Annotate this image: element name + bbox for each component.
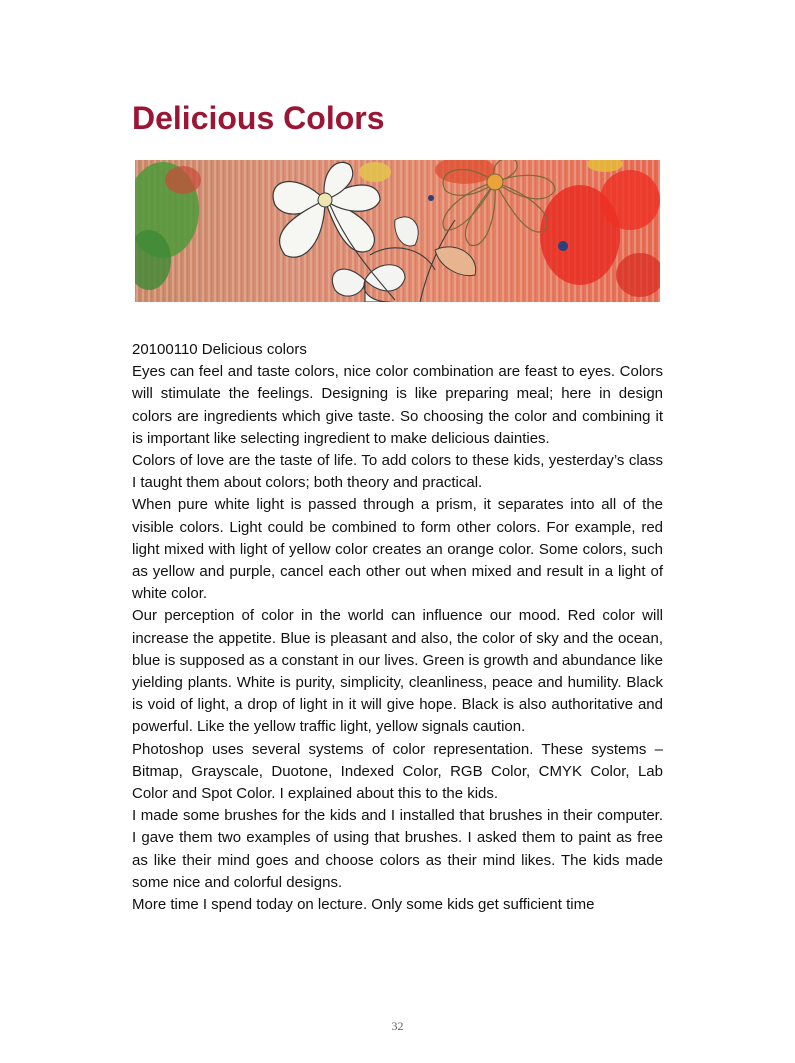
page-title: Delicious Colors	[132, 100, 385, 136]
banner-image	[135, 160, 660, 302]
page-number: 32	[391, 1019, 404, 1033]
date-line: 20100110 Delicious colors	[132, 341, 307, 358]
paragraph: Colors of love are the taste of life. To add colors to these kids, yesterday’s class I taught them about colors; both theory and practical.	[132, 452, 663, 492]
paragraph: I made some brushes for the kids and I installed that brushes in their computer. I gave them two examples of using that brushes. I asked them to paint as free as like their mind goes and choose colors as their mind likes. The kids made some nice and colorful designs.	[132, 807, 663, 891]
paragraph: Our perception of color in the world can influence our mood. Red color will increase the appetite. Blue is pleasant and also, the color of sky and the ocean, blue is supposed as a constant in our lives. Green is growth and abundance like yielding plants. White is purity, simplicity, cleanliness, peace and humility. Black is void of light, a drop of light in it will give hope. Black is also authoritative and powerful. Like the yellow traffic light, yellow signals caution.	[132, 607, 663, 736]
paragraph: Eyes can feel and taste colors, nice color combination are feast to eyes. Colors will stimulate the feelings. Designing is like preparing meal; here in design colors are ingredients which give taste. So choosing the color and combining it is important like selecting ingredient to make delicious dainties.	[132, 363, 663, 447]
paragraph: Photoshop uses several systems of color representation. These systems – Bitmap, Grayscale, Duotone, Indexed Color, RGB Color, CMYK Color, Lab Color and Spot Color. I explained about this to the kids.	[132, 740, 663, 803]
article-body	[132, 339, 663, 916]
paragraph: More time I spend today on lecture. Only some kids get sufficient time	[132, 896, 595, 914]
watercolor-flowers-illustration	[135, 160, 660, 302]
paragraph: When pure white light is passed through a prism, it separates into all of the visible colors. Light could be combined to form other colors. For example, red light mixed with light of yellow color creates an orange color. Some colors, such as yellow and purple, cancel each other out when mixed and result in a light of white color.	[132, 496, 663, 603]
